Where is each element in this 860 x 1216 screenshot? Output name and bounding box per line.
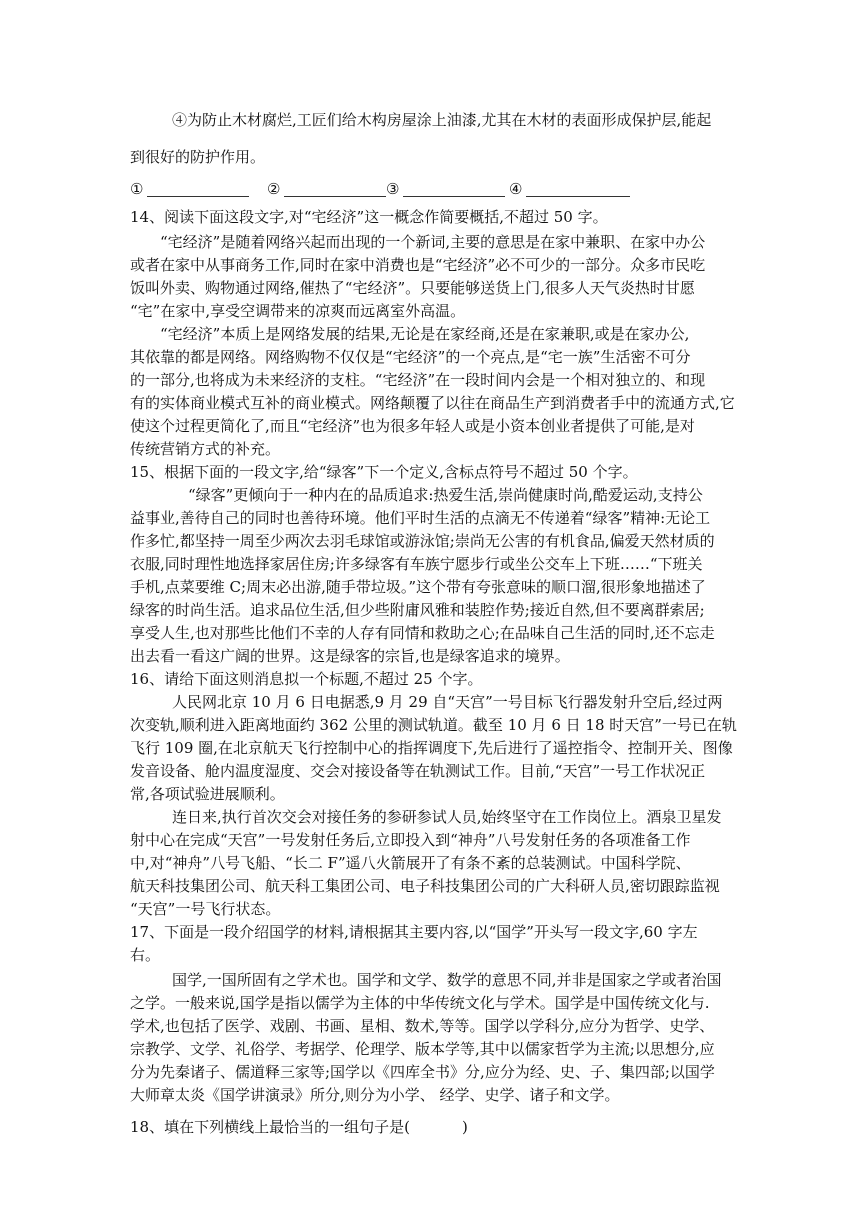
blank-line-3[interactable] [403,196,505,197]
blank-label-4: ④ [509,180,523,198]
q14-p1-line-4: “宅”在家中,享受空调带来的凉爽而远离室外高温。 [130,302,466,320]
q17-line-6: 大师章太炎《国学讲演录》所分,则分为小学、 经学、史学、诸子和文学。 [130,1086,620,1104]
q15-line-4: 衣服,同时理性地选择家居住房;许多绿客有车族宁愿步行或坐公交车上下班……“下班关 [130,555,703,573]
opening-line-1: ④为防止木材腐烂,工匠们给木构房屋涂上油漆,尤其在木材的表面形成保护层,能起 [172,111,712,129]
q15-line-7: 享受人生,也对那些比他们不幸的人存有同情和救助之心;在品味自己生活的同时,还不忘走 [130,624,715,642]
q18-title-text: 18、填在下列横线上最恰当的一组句子是( [130,1118,410,1136]
q14-p2-line-5: 使这个过程更简化了,而且“宅经济”也为很多年轻人或是小资本创业者提供了可能,是对 [130,417,695,435]
q17-line-2: 之学。一般来说,国学是指以儒学为主体的中华传统文化与学术。国学是中国传统文化与. [130,994,710,1012]
q18-title-close: ) [461,1118,468,1136]
q16-p2-line-4: 航天科技集团公司、航天科工集团公司、电子科技集团公司的广大科研人员,密切跟踪监视 [130,877,720,895]
q16-p2-line-5: “天宫”一号飞行状态。 [130,900,281,918]
q17-line-5: 分为先秦诸子、儒道释三家等;国学以《四库全书》分,应分为经、史、子、集四部;以国学 [130,1063,715,1081]
blank-line-1[interactable] [147,196,249,197]
blank-label-1: ① [130,180,144,198]
q17-title-line-1: 17、下面是一段介绍国学的材料,请根据其主要内容,以“国学”开头写一段文字,60 字左 [130,923,698,941]
q16-p1-line-4: 发音设备、舱内温度湿度、交会对接设备等在轨测试工作。目前,“天宫”一号工作状况正 [130,762,706,780]
q17-line-1: 国学,一国所固有之学术也。国学和文学、数学的意思不同,并非是国家之学或者治国 [172,971,722,989]
q14-p1-line-3: 饭叫外卖、购物通过网络,催热了“宅经济”。只要能够送货上门,很多人天气炎热时甘愿 [130,279,695,297]
blank-label-3: ③ [386,180,400,198]
q16-p2-line-2: 射中心在完成“天宫”一号发射任务后,立即投入到“神舟”八号发射任务的各项准备工作 [130,831,691,849]
q14-p2-line-1: “宅经济”本质上是网络发展的结果,无论是在家经商,还是在家兼职,或是在家办公, [160,325,690,343]
q16-p1-line-2: 次变轨,顺利进入距离地面约 362 公里的测试轨道。截至 10 月 6 日 18 时天宫”一号已在轨 [130,716,737,734]
q15-title: 15、根据下面的一段文字,给“绿客”下一个定义,含标点符号不超过 50 个字。 [130,463,638,481]
q15-line-5: 手机,点菜要维 C;周末必出游,随手带垃圾。”这个带有夸张意味的顺口溜,很形象地描述了 [130,578,706,596]
q15-line-6: 绿客的时尚生活。追求品位生活,但少些附庸风雅和装腔作势;接近自然,但不要离群索居; [130,601,705,619]
q16-title: 16、请给下面这则消息拟一个标题,不超过 25 个字。 [130,670,483,688]
answer-blanks [130,178,650,200]
q16-p2-line-3: 中,对“神舟”八号飞船、“长二 F”遥八火箭展开了有条不紊的总装测试。中国科学院、 [130,854,691,872]
q16-p1-line-5: 常,各项试验进展顺利。 [130,785,285,803]
blank-line-2[interactable] [284,196,386,197]
q17-title-line-2: 右。 [130,946,161,964]
q15-line-8: 出去看一看这广阔的世界。这是绿客的宗旨,也是绿客追求的境界。 [130,647,570,665]
q18-title [130,1116,468,1138]
q16-p2-line-1: 连日来,执行首次交会对接任务的参研参试人员,始终坚守在工作岗位上。酒泉卫星发 [172,808,722,826]
q14-p1-line-1: “宅经济”是随着网络兴起而出现的一个新词,主要的意思是在家中兼职、在家中办公 [160,233,706,251]
blank-label-2: ② [267,180,281,198]
q15-line-3: 作多忙,都坚持一周至少两次去羽毛球馆或游泳馆;崇尚无公害的有机食品,偏爱天然材质的 [130,532,715,550]
q14-p2-line-2: 其依靠的都是网络。网络购物不仅仅是“宅经济”的一个亮点,是“宅一族”生活密不可分 [130,348,691,366]
q15-line-2: 益事业,善待自己的同时也善待环境。他们平时生活的点滴无不传递着“绿客”精神:无论工 [130,509,711,527]
q16-p1-line-3: 飞行 109 圈,在北京航天飞行控制中心的指挥调度下,先后进行了遥控指令、控制开关、图像 [130,739,733,757]
q16-p1-line-1: 人民网北京 10 月 6 日电据悉,9 月 29 自“天宫”一号目标飞行器发射升空后,经过两 [172,693,723,711]
opening-line-2: 到很好的防护作用。 [130,148,266,166]
blank-line-4[interactable] [526,196,630,197]
q15-line-1: “绿客”更倾向于一种内在的品质追求:热爱生活,崇尚健康时尚,酷爱运动,支持公 [188,486,703,504]
q14-p2-line-3: 的一部分,也将成为未来经济的支柱。“宅经济”在一段时间内会是一个相对独立的、和现 [130,371,706,389]
q14-p1-line-2: 或者在家中从事商务工作,同时在家中消费也是“宅经济”必不可少的一部分。众多市民吃 [130,256,706,274]
q17-line-4: 宗教学、文学、礼俗学、考据学、伦理学、版本学等,其中以儒家哲学为主流;以思想分,应 [130,1040,715,1058]
q14-p2-line-6: 传统营销方式的补充。 [130,440,281,458]
q14-title: 14、阅读下面这段文字,对“宅经济”这一概念作简要概括,不超过 50 字。 [130,208,608,226]
q17-line-3: 学术,也包括了医学、戏剧、书画、星相、数术,等等。国学以学科分,应分为哲学、史学、 [130,1017,715,1035]
q14-p2-line-4: 有的实体商业模式互补的商业模式。网络颠覆了以往在商品生产到消费者手中的流通方式,它 [130,394,735,412]
